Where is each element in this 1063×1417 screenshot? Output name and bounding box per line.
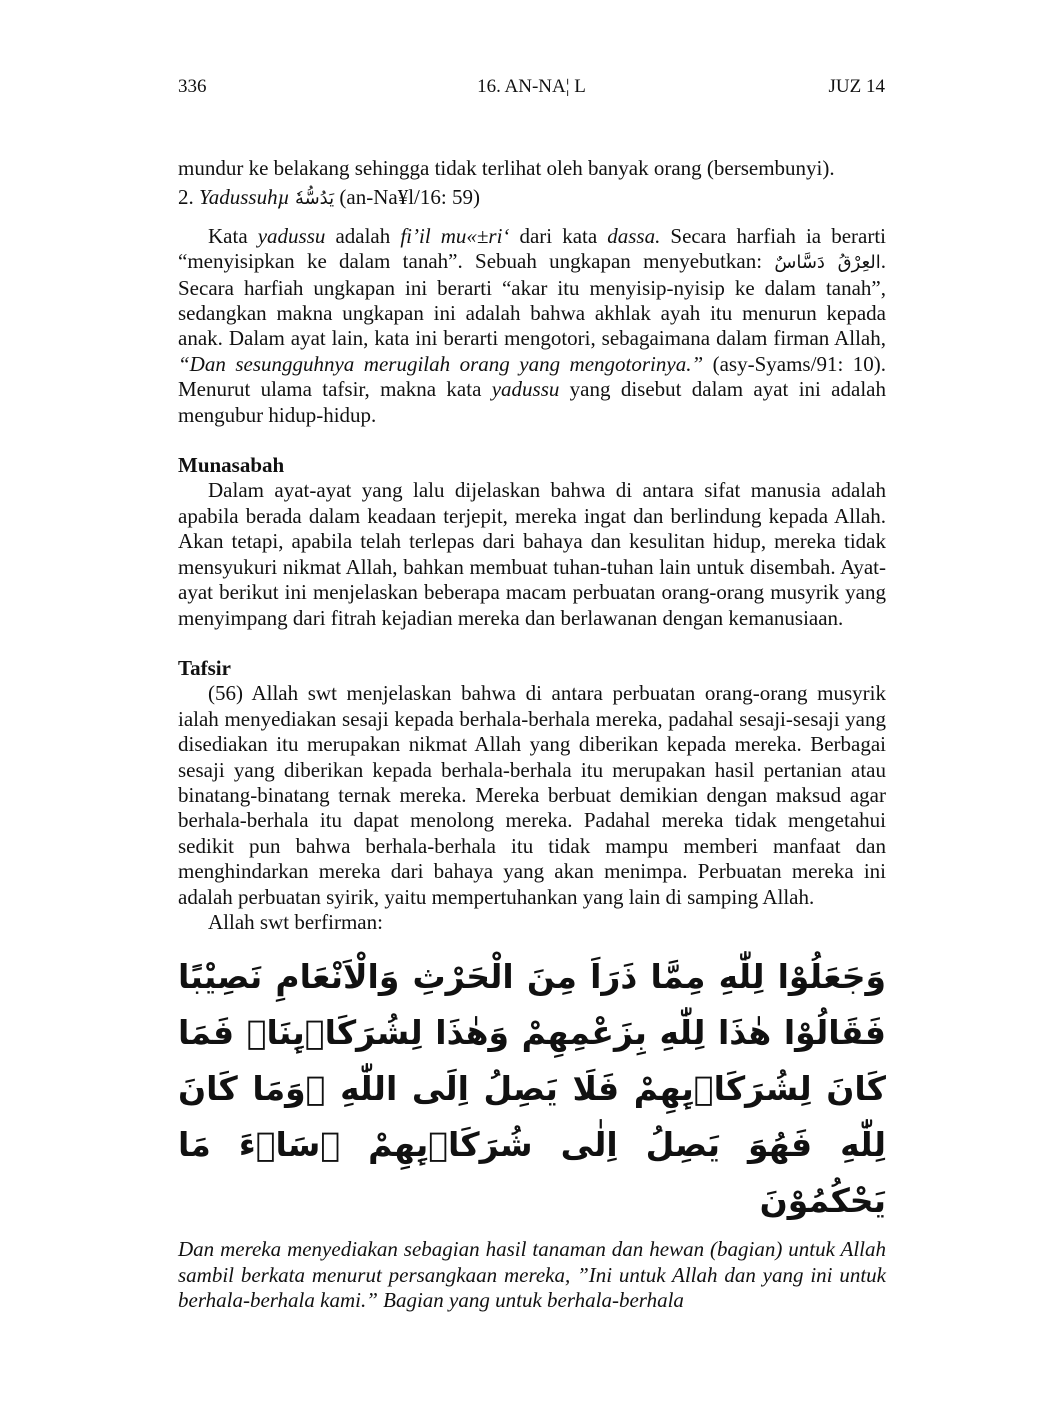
page-body — [178, 156, 886, 1314]
tafsir-heading: Tafsir — [178, 655, 231, 680]
kata-word-1: yadussu — [257, 223, 326, 248]
munasabah-heading: Munasabah — [178, 453, 285, 478]
verse-translation: Dan mereka menyediakan sebagian hasil tanaman dan hewan (bagian) untuk Allah sambil berkata menurut persangkaan mereka, ”Ini untuk Allah dan yang ini untuk berhala-berhala kami.” Bagian yang untuk berhala-berhala — [178, 1237, 886, 1313]
kata-text-4: Secara harfiah ia berarti “menyisipkan ke dalam tanah”. Sebuah ungkapan menyebutkan: — [178, 223, 886, 274]
kata-text-7: yang disebut dalam ayat ini adalah mengubur hidup-hidup. — [178, 377, 886, 427]
kata-text-2: adalah — [325, 223, 401, 248]
kata-text-3: dari kata — [509, 223, 608, 248]
quran-verse: وَجَعَلُوْا لِلّٰهِ مِمَّا ذَرَاَ مِنَ الْحَرْثِ وَالْاَنْعَامِ نَصِيْبًا فَقَالُوْا هٰذَا لِلّٰهِ بِزَعْمِهِمْ وَهٰذَا لِشُرَكَاۤىِٕنَاۚ فَمَا كَانَ لِشُرَكَاۤىِٕهِمْ فَلَا يَصِلُ اِلَى اللّٰهِ ۚوَمَا كَانَ لِلّٰهِ فَهُوَ يَصِلُ اِلٰى شُرَكَاۤىِٕهِمْ ۗسَاۤءَ مَا يَحْكُمُوْنَ — [178, 957, 886, 1221]
term-number: 2. — [178, 185, 194, 210]
kata-text-5: . Secara harfiah ungkapan ini berarti “akar itu menyisip-nyisip ke dalam tanah”, sedangkan makna ungkapan ini adalah bahwa akhlak ayah itu menurun kepada anak. Dalam ayat lain, kata ini berarti mengotori, sebagaimana dalam firman Allah, — [178, 249, 887, 351]
surah-title: 16. AN-NA¦ L — [477, 76, 586, 97]
kata-word-3: dassa. — [607, 223, 661, 248]
term-2 — [178, 185, 886, 211]
munasabah-text: Dalam ayat-ayat yang lalu dijelaskan bahwa di antara sifat manusia adalah apabila berada dalam keadaan terjepit, mereka ingat dan berlindung kepada Allah. Akan tetapi, apabila telah terlepas dari bahaya dan kesulitan hidup, mereka tidak mensyukuri nikmat Allah, bahkan membuat tuhan-tuhan lain untuk disembah. Ayat-ayat berikut ini menjelaskan beberapa macam perbuatan orang-orang musyrik yang menyimpang dari fitrah kejadian mereka dan berlawanan dengan kemanusiaan. — [178, 478, 886, 630]
page-header — [178, 76, 885, 104]
kata-arabic: العِرْقُ دَسَّاسٌ — [774, 252, 881, 274]
term-word: Yadussuhµ — [199, 185, 290, 210]
kata-quote: “Dan sesungguhnya merugilah orang yang mengotorinya.” — [178, 351, 704, 376]
term-arabic: يَدُسُّهٗ — [294, 188, 335, 210]
kata-text-6: (asy-Syams/91: 10). Menurut ulama tafsir, makna kata — [178, 351, 886, 402]
kata-text-1: Kata — [208, 223, 258, 248]
page-number: 336 — [178, 76, 207, 97]
kata-word-2: fi’il mu«±ri‘ — [400, 223, 510, 248]
term-reference: (an-Na¥l/16: 59) — [339, 185, 480, 210]
juz-label: JUZ 14 — [828, 76, 885, 97]
intro-paragraph: mundur ke belakang sehingga tidak terlihat oleh banyak orang (bersembunyi). — [178, 156, 835, 180]
kata-paragraph — [178, 224, 886, 428]
kata-word-4: yadussu — [491, 377, 560, 402]
firman-line: Allah swt berfirman: — [208, 909, 383, 934]
tafsir-text: (56) Allah swt menjelaskan bahwa di antara perbuatan orang-orang musyrik ialah menyediakan sesaji kepada berhala-berhala mereka, padahal sesaji-sesaji yang disediakan itu merupakan nikmat Allah yang diberikan kepada mereka. Berbagai sesaji yang diberikan kepada berhala-berhala itu merupakan hasil pertanian atau binatang-binatang ternak mereka. Mereka berbuat demikian dengan maksud agar berhala-berhala itu dapat menolong mereka. Padahal mereka tidak mengetahui sedikit pun bahwa berhala-berhala itu tidak mampu memberi manfaat dan menghindarkan mereka dari bahaya yang akan menimpa. Perbuatan mereka ini adalah perbuatan syirik, yaitu mempertuhankan yang lain di samping Allah. — [178, 681, 886, 909]
